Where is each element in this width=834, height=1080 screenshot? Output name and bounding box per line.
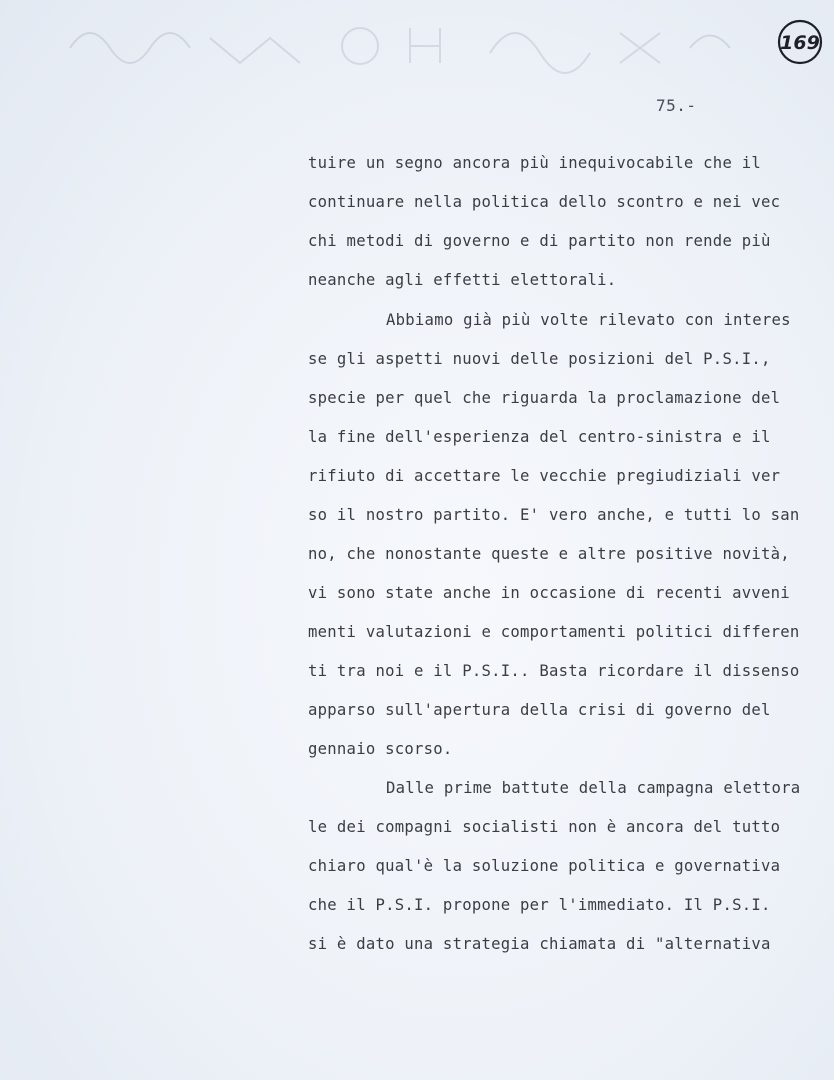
text-line: tuire un segno ancora più inequivocabile che il [308, 154, 761, 172]
archive-stamp [775, 17, 825, 67]
text-line: le dei compagni socialisti non è ancora del tutto [308, 818, 781, 836]
text-line: no, che nonostante queste e altre positive novità, [308, 545, 790, 563]
text-line: Dalle prime battute della campagna elettora [386, 779, 801, 797]
text-line: rifiuto di accettare le vecchie pregiudiziali ver [308, 467, 781, 485]
page-number: 75.- [656, 96, 697, 115]
text-line: la fine dell'esperienza del centro-sinistra e il [308, 428, 771, 446]
text-line: ti tra noi e il P.S.I.. Basta ricordare il dissenso [308, 662, 800, 680]
text-line: chiaro qual'è la soluzione politica e governativa [308, 857, 781, 875]
text-line: so il nostro partito. E' vero anche, e tutti lo san [308, 506, 800, 524]
text-line: continuare nella politica dello scontro e nei vec [308, 193, 781, 211]
text-line: se gli aspetti nuovi delle posizioni del P.S.I., [308, 350, 771, 368]
archive-number: 169 [780, 32, 820, 54]
text-line: specie per quel che riguarda la proclamazione del [308, 389, 781, 407]
bleed-through-text [60, 8, 760, 78]
text-line: Abbiamo già più volte rilevato con interes [386, 311, 791, 329]
text-line: si è dato una strategia chiamata di "alternativa [308, 935, 771, 953]
text-line: che il P.S.I. propone per l'immediato. Il P.S.I. [308, 896, 771, 914]
text-line: vi sono state anche in occasione di recenti avveni [308, 584, 790, 602]
text-line: apparso sull'apertura della crisi di governo del [308, 701, 771, 719]
text-line: gennaio scorso. [308, 740, 453, 758]
text-line: menti valutazioni e comportamenti politici differen [308, 623, 800, 641]
text-line: neanche agli effetti elettorali. [308, 271, 617, 289]
text-line: chi metodi di governo e di partito non rende più [308, 232, 771, 250]
